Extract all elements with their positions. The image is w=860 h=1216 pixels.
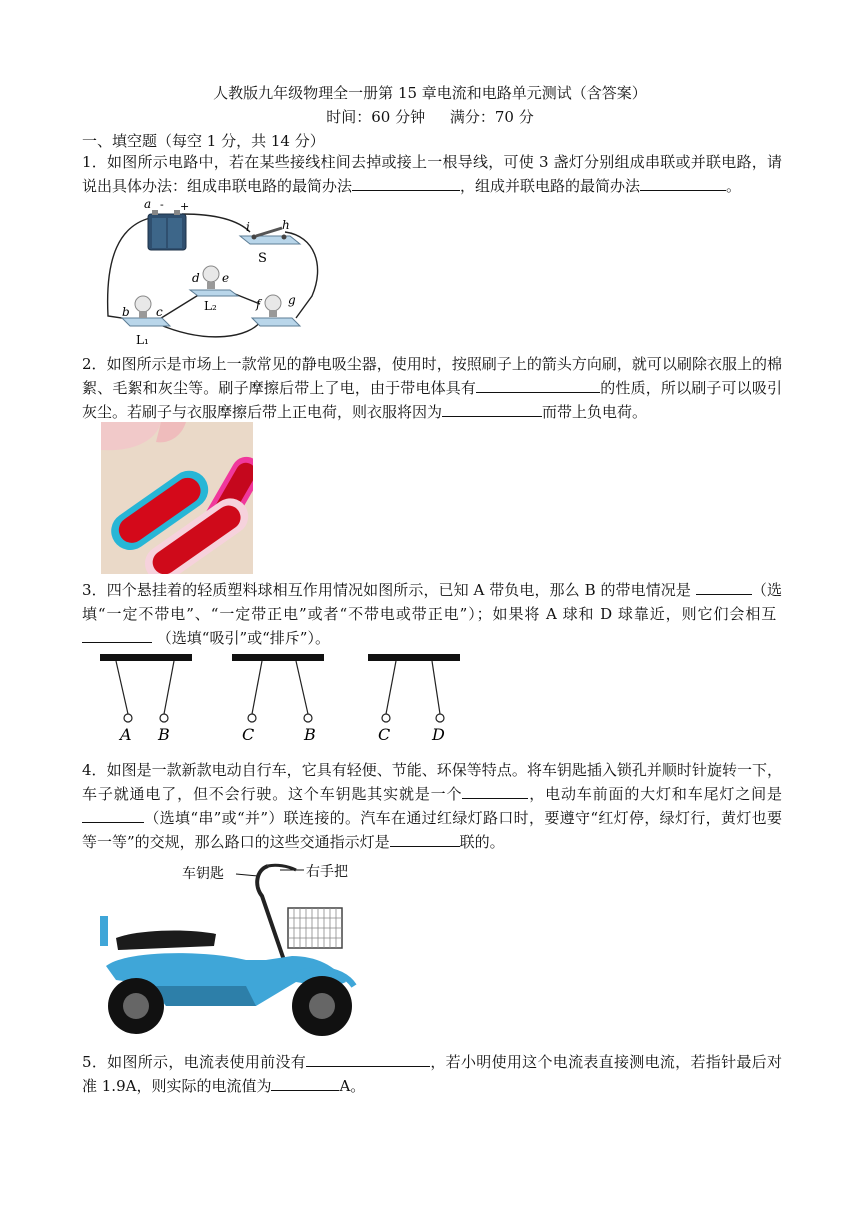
q4-blank-2[interactable]: [82, 807, 144, 823]
label-minus: -: [160, 198, 164, 211]
q5-blank-2[interactable]: [271, 1075, 339, 1091]
hanging-balls-diagram: [96, 650, 466, 746]
q3-blank-1[interactable]: [696, 579, 752, 595]
car-key-label: 车钥匙: [182, 866, 224, 882]
q1-text-c: 。: [726, 177, 742, 195]
lint-brush-photo: [101, 422, 253, 574]
q2-blank-2[interactable]: [442, 401, 542, 417]
label-g: g: [288, 293, 296, 307]
question-5: [82, 1050, 782, 1098]
q4-text-a: 4．如图是一款新款电动自行车，它具有轻便、节能、环保等特点。将车钥匙插入锁孔并顺时针旋转一下，车子就通电了，但不会行驶。这个车钥匙其实就是一个: [82, 761, 782, 803]
q5-text-b: ，若小明使用这个电流表直接测电流，若指针最后对准 1.9A，则实际的电流值为: [82, 1053, 782, 1095]
battery-icon: [148, 210, 186, 250]
q2-blank-1[interactable]: [476, 377, 600, 393]
circuit-diagram: [100, 196, 330, 350]
ball-c: [248, 714, 256, 722]
document-title: 人教版九年级物理全一册第 15 章电流和电路单元测试（含答案）: [213, 84, 647, 102]
q3-text-a: 3．四个悬挂着的轻质塑料球相互作用情况如图所示，已知 A 带负电，那么 B 的带电情况是: [82, 581, 691, 599]
ball-d: [436, 714, 444, 722]
q1-blank-2[interactable]: [640, 175, 726, 191]
q5-text-a: 5．如图所示，电流表使用前没有: [82, 1053, 307, 1071]
label-e: e: [222, 271, 230, 285]
q4-text-c: （选填“串”或“并”）联连接的。汽车在通过红绿灯路口时，要遵守“红灯停，绿灯行，黄灯也要等一等”的交规，那么路口的这些交通指示灯是: [82, 809, 782, 851]
exam-score: 满分：70 分: [449, 108, 534, 126]
q1-blank-1[interactable]: [352, 175, 460, 191]
q4-text-d: 联的。: [459, 833, 505, 851]
ball-label-b: B: [158, 725, 170, 744]
q5-text-c: A。: [339, 1077, 366, 1095]
label-l1: L₁: [136, 333, 149, 347]
label-b: b: [122, 305, 130, 319]
q2-text-c: 而带上负电荷。: [542, 403, 648, 421]
label-i: i: [246, 220, 250, 234]
q4-text-b: ，电动车前面的大灯和车尾灯之间是: [528, 785, 782, 803]
q4-blank-1[interactable]: [462, 783, 528, 799]
right-handle-label: 右手把: [306, 864, 348, 880]
q4-blank-3[interactable]: [390, 831, 460, 847]
q5-blank-1[interactable]: [306, 1051, 430, 1067]
label-s: S: [258, 251, 267, 266]
ball-label-d: D: [432, 725, 445, 744]
question-3: [82, 578, 782, 650]
label-f: f: [256, 297, 261, 311]
label-h: h: [282, 218, 290, 232]
q3-text-b: （选填“一定不带电”、“一定带正电”或者“不带电或带正电”）；如果将 A 球和 D 球靠近，则它们会相互: [82, 581, 782, 623]
ball-a: [124, 714, 132, 722]
ball-b: [160, 714, 168, 722]
label-l2: L₂: [204, 299, 217, 313]
section-heading: 一、填空题（每空 1 分，共 14 分）: [82, 132, 325, 150]
q3-text-c: （选填“吸引”或“排斥”）。: [156, 629, 330, 647]
label-a: a: [144, 197, 152, 211]
ball-label-b-2: B: [304, 725, 316, 744]
q2-text-b: 的性质，所以刷子可以吸引灰尘。若刷子与衣服摩擦后带上正电荷，则衣服将因为: [82, 379, 782, 421]
q3-blank-2[interactable]: [82, 627, 152, 643]
question-4: [82, 758, 782, 854]
ball-label-c: C: [242, 725, 255, 744]
ball-label-a: A: [120, 725, 132, 744]
exam-info: [0, 106, 860, 127]
label-d: d: [192, 271, 200, 285]
electric-scooter-image: [96, 856, 362, 1044]
question-2: [82, 352, 782, 424]
ball-c-2: [382, 714, 390, 722]
q1-text-a: 1．如图所示电路中，若在某些接线柱间去掉或接上一根导线，可使 3 盏灯分别组成串联或并联电路，请说出具体办法：组成串联电路的最简办法: [82, 153, 782, 195]
ball-label-c-2: C: [378, 725, 391, 744]
question-1: [82, 150, 782, 198]
exam-time: 时间：60 分钟: [326, 108, 426, 126]
label-c: c: [156, 305, 163, 319]
q2-text-a: 2．如图所示是市场上一款常见的静电吸尘器，使用时，按照刷子上的箭头方向刷，就可以刷除衣服上的棉絮、毛絮和灰尘等。刷子摩擦后带上了电，由于带电体具有: [82, 355, 782, 397]
q1-text-b: ，组成并联电路的最简办法: [460, 177, 641, 195]
ball-b-2: [304, 714, 312, 722]
label-plus: +: [180, 200, 190, 213]
